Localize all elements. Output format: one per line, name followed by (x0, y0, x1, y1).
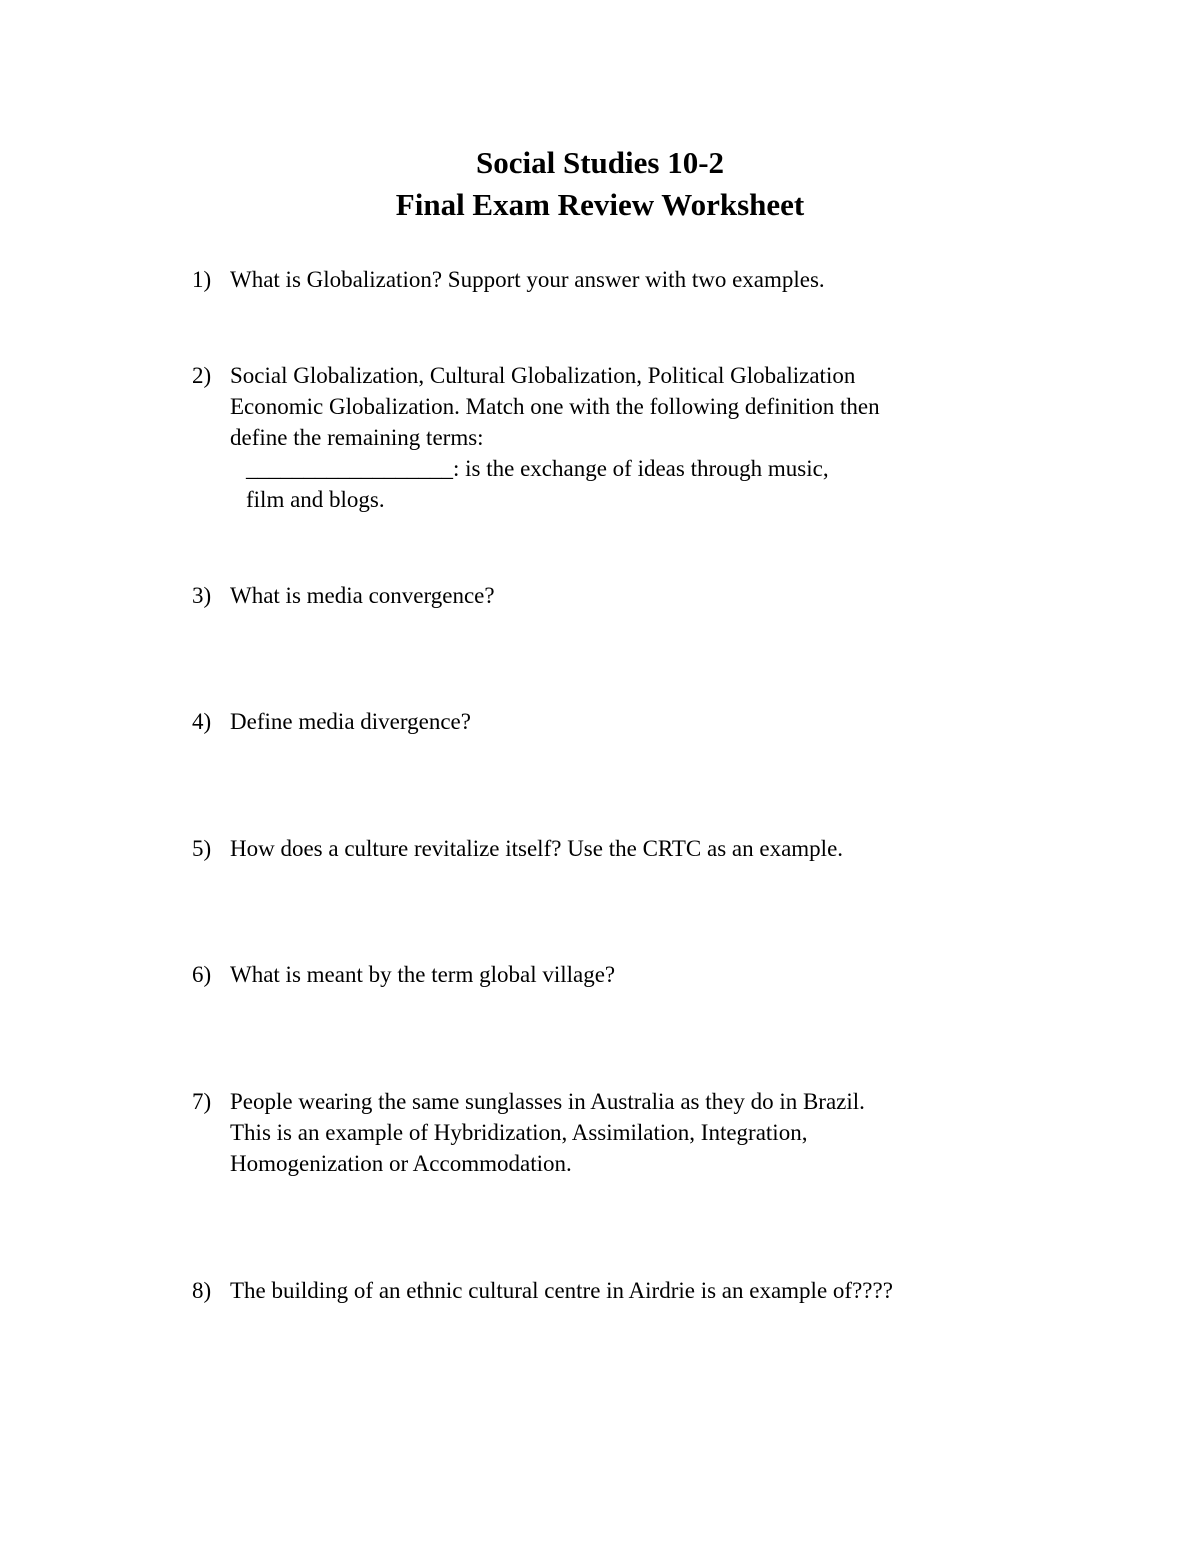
question-line: What is Globalization? Support your answer with two examples. (230, 267, 825, 292)
question-text (230, 264, 1092, 295)
question-6 (192, 959, 1092, 990)
question-text (230, 1275, 1092, 1306)
definition-line: film and blogs. (246, 487, 385, 512)
question-number: 8) (192, 1278, 212, 1303)
question-line: Homogenization or Accommodation. (230, 1151, 572, 1176)
question-number: 7) (192, 1089, 212, 1114)
question-line: Define media divergence? (230, 709, 471, 734)
question-line: What is meant by the term global village? (230, 962, 616, 987)
question-line: This is an example of Hybridization, Assimilation, Integration, (230, 1120, 808, 1145)
question-4 (192, 706, 1092, 737)
title-course: Social Studies 10-2 (475, 145, 725, 180)
question-line: How does a culture revitalize itself? Use the CRTC as an example. (230, 836, 844, 861)
question-text (230, 1086, 1092, 1179)
question-2 (192, 360, 1092, 515)
question-text (230, 959, 1092, 990)
question-line: Social Globalization, Cultural Globalization, Political Globalization (230, 363, 856, 388)
question-number: 6) (192, 962, 212, 987)
title-worksheet: Final Exam Review Worksheet (395, 187, 805, 222)
question-line: What is media convergence? (230, 583, 495, 608)
question-line: define the remaining terms: (230, 425, 484, 450)
definition-blank-line: __________________: is the exchange of ideas through music, (246, 456, 829, 481)
question-1 (192, 264, 1092, 295)
question-number: 5) (192, 836, 212, 861)
question-8 (192, 1275, 1092, 1306)
question-line: The building of an ethnic cultural centre in Airdrie is an example of???? (230, 1278, 893, 1303)
question-3 (192, 580, 1092, 611)
question-number: 1) (192, 267, 212, 292)
question-number: 4) (192, 709, 212, 734)
question-line: Economic Globalization. Match one with the following definition then (230, 394, 880, 419)
question-text (230, 706, 1092, 737)
question-text (230, 833, 1092, 864)
document-title (0, 142, 1200, 226)
question-text (230, 360, 1092, 515)
question-text (230, 580, 1092, 611)
question-5 (192, 833, 1092, 864)
question-7 (192, 1086, 1092, 1179)
question-line: People wearing the same sunglasses in Australia as they do in Brazil. (230, 1089, 865, 1114)
question-number: 2) (192, 363, 212, 388)
question-number: 3) (192, 583, 212, 608)
